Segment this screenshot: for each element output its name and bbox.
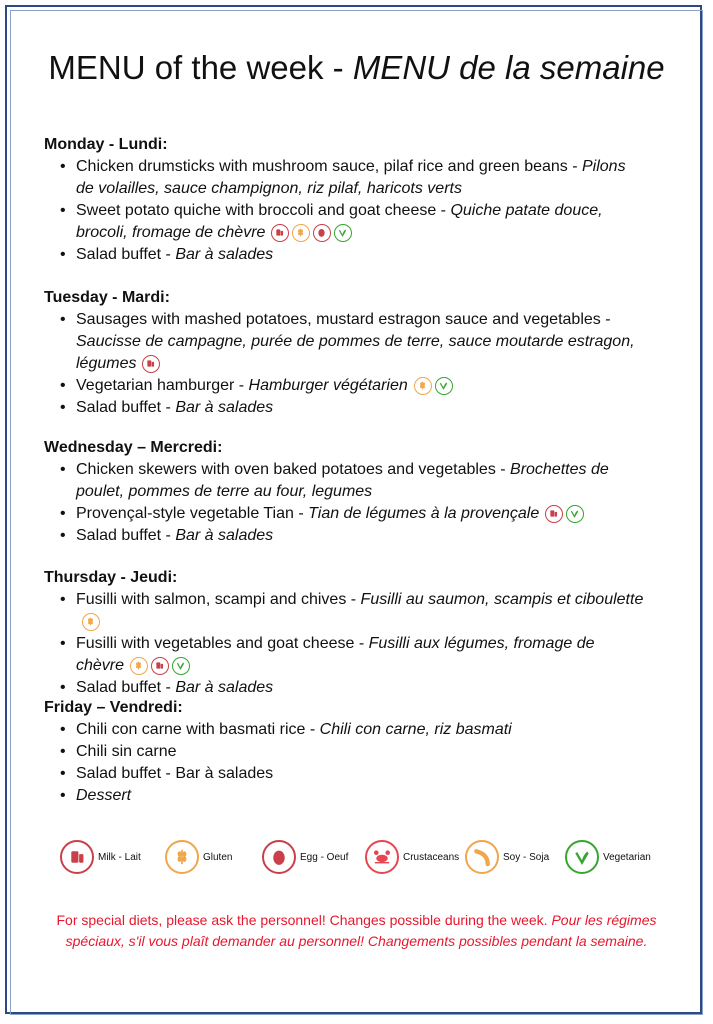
dish-name-fr: Tian de légumes à la provençale xyxy=(308,505,540,523)
day-heading: Friday – Vendredi: xyxy=(44,699,183,716)
dish-name-en: Chili con carne with basmati rice - xyxy=(76,721,320,738)
dish-name-fr: Pilons de volailles, sauce champignon, riz pilaf, haricots verts xyxy=(76,158,626,197)
dish-name-en: Chicken drumsticks with mushroom sauce, pilaf rice and green beans - xyxy=(76,158,582,175)
dish-name-en: Sausages with mashed potatoes, mustard estragon sauce and vegetables - xyxy=(76,311,611,328)
dish-name-fr: Fusilli aux légumes, fromage de chèvre xyxy=(76,635,595,675)
allergen-icons xyxy=(271,222,355,244)
crab-icon xyxy=(365,840,399,874)
vegetarian-icon xyxy=(435,377,453,395)
dish-name-en: Salad buffet - xyxy=(76,246,176,264)
gluten-icon xyxy=(414,377,432,395)
dish-item xyxy=(44,785,644,807)
dish-list xyxy=(44,459,644,547)
legend-item xyxy=(165,838,232,876)
milk-icon xyxy=(545,505,563,523)
day-section xyxy=(44,437,644,547)
dish-name-en: Sweet potato quiche with broccoli and goat cheese - xyxy=(76,202,451,219)
legend-item xyxy=(365,838,459,876)
dish-name-fr: Bar à salades xyxy=(175,679,274,697)
dish-name-fr: Bar à salades xyxy=(175,246,274,264)
dish-item xyxy=(44,375,644,397)
dish-name-en: Provençal-style vegetable Tian - xyxy=(76,505,309,523)
dish-name-fr: Bar à salades xyxy=(175,527,274,545)
egg-icon xyxy=(313,224,331,242)
day-section xyxy=(44,697,644,807)
footer-note xyxy=(40,910,673,952)
vegetarian-icon xyxy=(565,840,599,874)
dish-list xyxy=(44,309,644,419)
day-heading: Wednesday – Mercredi: xyxy=(44,439,223,456)
legend-item xyxy=(565,838,651,876)
gluten-icon xyxy=(82,613,100,631)
dish-name-en: Salad buffet - xyxy=(76,527,176,545)
legend-label: Milk - Lait xyxy=(98,851,141,863)
dish-item xyxy=(44,633,644,677)
dish-item xyxy=(44,244,644,266)
gluten-icon xyxy=(292,224,310,242)
milk-icon xyxy=(271,224,289,242)
page-title xyxy=(0,48,713,88)
allergen-icons xyxy=(142,353,163,375)
dish-item xyxy=(44,719,644,741)
dish-list xyxy=(44,156,644,266)
legend-item xyxy=(465,838,549,876)
dish-item xyxy=(44,503,644,525)
dish-name-en: Fusilli with salmon, scampi and chives - xyxy=(76,591,361,608)
milk-icon xyxy=(60,840,94,874)
title-fr: MENU de la semaine xyxy=(352,49,665,86)
dish-item xyxy=(44,525,644,547)
dish-list xyxy=(44,719,644,807)
allergen-legend xyxy=(60,838,680,876)
legend-item xyxy=(262,838,348,876)
legend-label: Soy - Soja xyxy=(503,851,550,863)
dish-item xyxy=(44,397,644,419)
allergen-icons xyxy=(545,503,587,525)
dish-name-en: Chili sin carne xyxy=(76,743,177,760)
legend-item xyxy=(60,838,141,876)
dish-name-en: Fusilli with vegetables and goat cheese - xyxy=(76,635,369,653)
soy-icon xyxy=(465,840,499,874)
dish-name-fr: Hamburger végétarien xyxy=(248,377,408,395)
allergen-icons xyxy=(414,375,456,397)
gluten-icon xyxy=(165,840,199,874)
legend-label: Crustaceans xyxy=(403,851,460,863)
vegetarian-icon xyxy=(334,224,352,242)
dish-name-fr: Quiche patate douce, brocoli, fromage de chèvre xyxy=(76,202,603,242)
dish-name-en: Salad buffet - xyxy=(76,399,176,417)
day-heading: Tuesday - Mardi: xyxy=(44,289,170,306)
dish-item xyxy=(44,589,644,633)
dish-item xyxy=(44,459,644,503)
dish-list xyxy=(44,589,644,699)
dish-item xyxy=(44,763,644,785)
dish-name-fr: Bar à salades xyxy=(175,399,274,417)
vegetarian-icon xyxy=(172,657,190,675)
legend-label: Vegetarian xyxy=(603,851,651,863)
dish-name-fr: Brochettes de poulet, pommes de terre au four, legumes xyxy=(76,461,609,500)
day-section xyxy=(44,567,644,699)
title-en: MENU of the week - xyxy=(48,49,344,86)
footer-fr: Pour les régimes spéciaux, s'il vous plaît demander au personnel! Changements possibles pendant la semaine. xyxy=(65,912,657,949)
dish-name-fr: Dessert xyxy=(76,787,132,804)
gluten-icon xyxy=(130,657,148,675)
day-heading: Thursday - Jeudi: xyxy=(44,569,178,586)
vegetarian-icon xyxy=(566,505,584,523)
dish-item xyxy=(44,156,644,200)
legend-label: Gluten xyxy=(203,851,233,863)
allergen-icons xyxy=(130,655,193,677)
dish-name-fr: Chili con carne, riz basmati xyxy=(319,721,512,738)
dish-name-fr: Saucisse de campagne, purée de pommes de terre, sauce moutarde estragon, légumes xyxy=(76,333,635,373)
allergen-icons xyxy=(82,611,103,633)
day-heading: Monday - Lundi: xyxy=(44,136,168,153)
day-section xyxy=(44,134,644,266)
dish-item xyxy=(44,200,644,244)
dish-item xyxy=(44,741,644,763)
day-section xyxy=(44,287,644,419)
footer-en: For special diets, please ask the personnel! Changes possible during the week. xyxy=(56,912,548,928)
egg-icon xyxy=(262,840,296,874)
dish-name-en: Salad buffet - Bar à salades xyxy=(76,765,274,782)
milk-icon xyxy=(142,355,160,373)
milk-icon xyxy=(151,657,169,675)
dish-name-fr: Fusilli au saumon, scampis et ciboulette xyxy=(360,591,644,608)
dish-name-en: Chicken skewers with oven baked potatoes and vegetables - xyxy=(76,461,511,478)
dish-item xyxy=(44,309,644,375)
dish-name-en: Salad buffet - xyxy=(76,679,176,697)
dish-name-en: Vegetarian hamburger - xyxy=(76,377,249,395)
legend-label: Egg - Oeuf xyxy=(300,851,349,863)
